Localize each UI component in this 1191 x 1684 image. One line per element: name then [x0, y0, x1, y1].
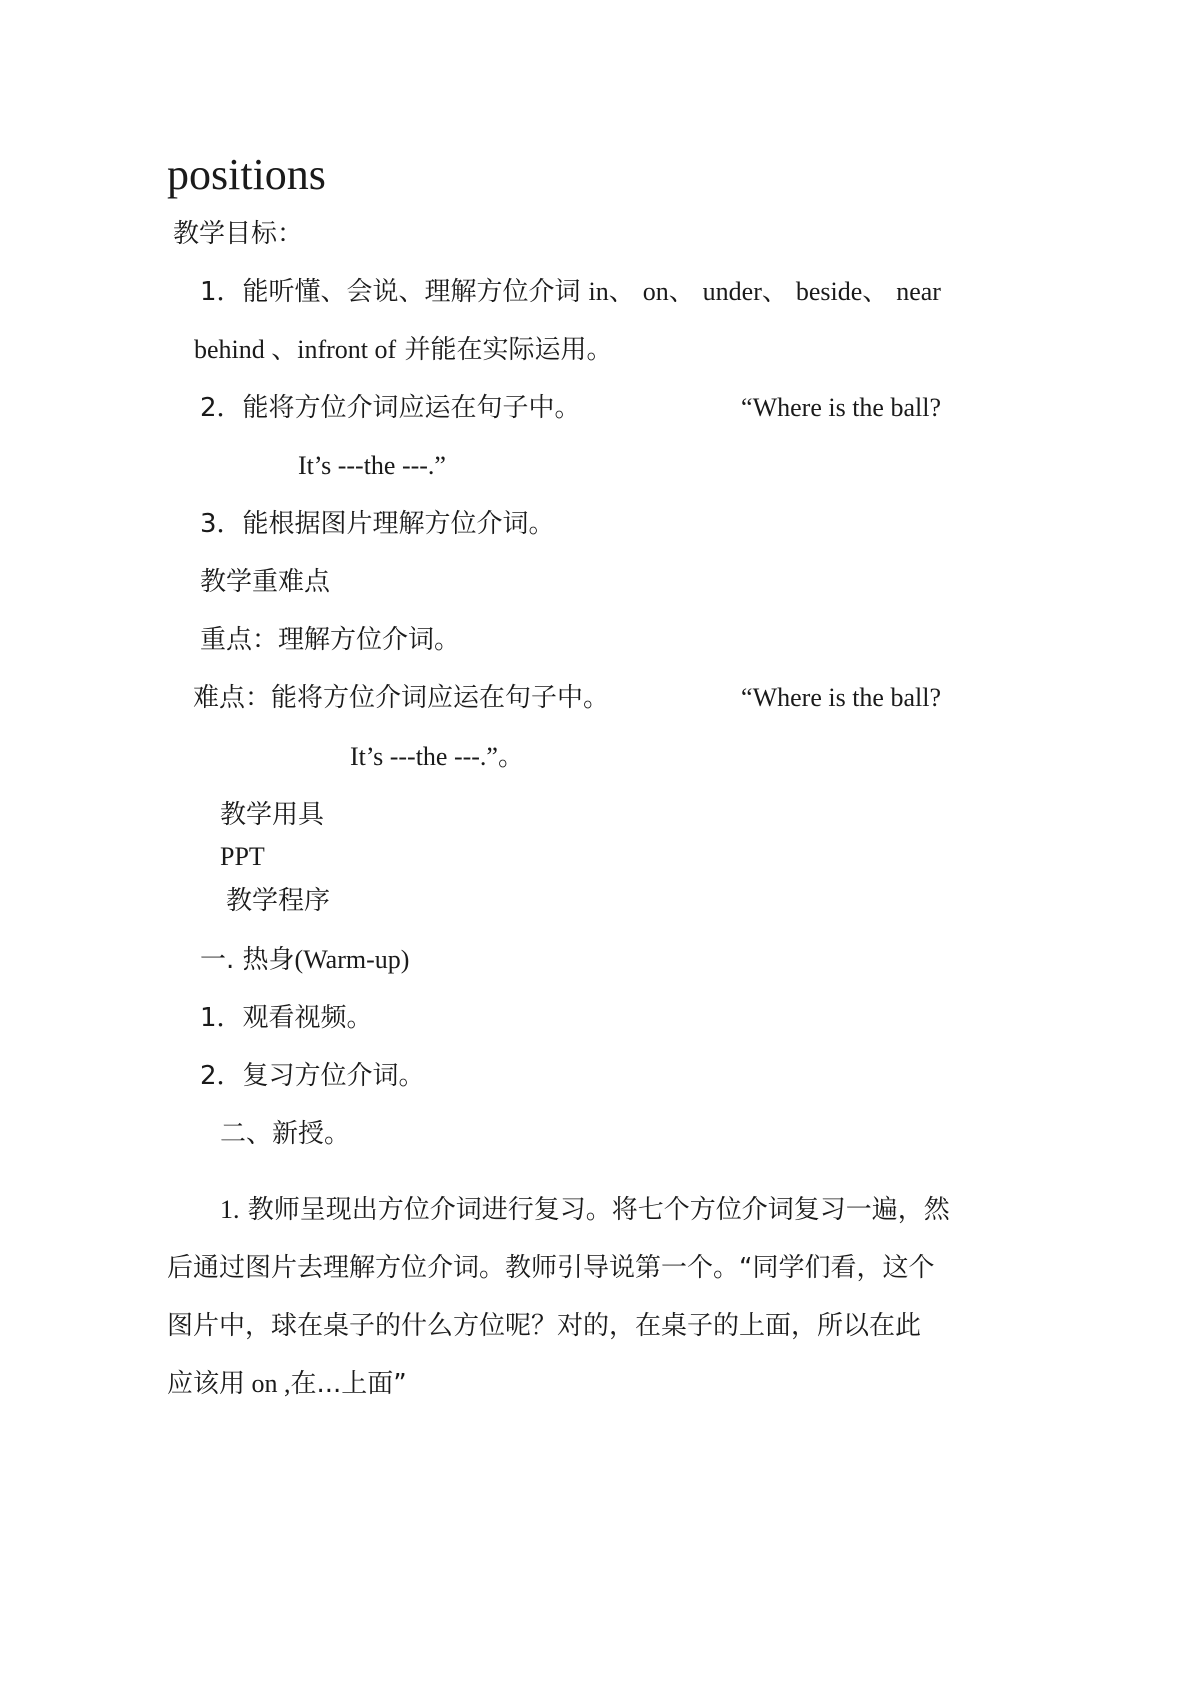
new-lesson-heading: 二、新授。 [220, 1119, 351, 1149]
warmup-step-1: 1．观看视频。 [200, 1003, 373, 1033]
paragraph-line-1 [220, 1193, 950, 1227]
objectives-heading: 教学目标： [173, 219, 304, 249]
hard-point-line-2 [350, 740, 524, 774]
page-title: positions [167, 150, 326, 199]
warmup-label: 一. 热身 [200, 945, 295, 975]
objective-2-text: 2．能将方位介词应运在句子中。 [200, 393, 581, 423]
objective-1-line-1 [200, 275, 941, 309]
objective-2-line-1 [200, 391, 941, 425]
paragraph-line-4 [167, 1367, 407, 1401]
hard-point-text: 难点：能将方位介词应运在句子中。 [193, 683, 610, 713]
key-point: 重点：理解方位介词。 [200, 625, 461, 655]
hard-point-quote: “Where is the ball? [741, 683, 941, 712]
preposition-in: in、 [588, 277, 635, 306]
paragraph-line-4-end: 在...上面” [290, 1369, 407, 1399]
hard-point-line-1 [193, 681, 941, 715]
objective-1-text: 1．能听懂、会说、理解方位介词 [200, 277, 581, 307]
tools-value: PPT [220, 842, 265, 871]
hard-point-period: 。 [497, 742, 524, 772]
warmup-english: (Warm-up) [294, 945, 410, 974]
objective-1-prepositions: behind 、infront of [194, 335, 397, 364]
paragraph-line-1-text: 教师呈现出方位介词进行复习。将七个方位介词复习一遍，然 [247, 1195, 950, 1225]
warmup-step-2: 2．复习方位介词。 [200, 1061, 425, 1091]
tools-heading: 教学用具 [220, 800, 325, 830]
preposition-near: near [896, 277, 941, 306]
objective-2-line-2: It’s ---the ---.” [298, 451, 446, 480]
objective-1-line-2 [194, 333, 612, 367]
preposition-beside: beside、 [795, 277, 889, 306]
preposition-under: under、 [702, 277, 788, 306]
warmup-heading [200, 943, 409, 977]
objective-1-tail: 并能在实际运用。 [404, 335, 613, 365]
objective-2-quote: “Where is the ball? [741, 393, 941, 422]
paragraph-line-4-preposition: on , [245, 1369, 291, 1398]
difficulty-heading: 教学重难点 [200, 567, 331, 597]
paragraph-number: 1. [220, 1195, 240, 1224]
preposition-on: on、 [642, 277, 695, 306]
paragraph-line-2: 后通过图片去理解方位介词。教师引导说第一个。“同学们看，这个 [167, 1253, 935, 1283]
paragraph-line-3: 图片中，球在桌子的什么方位呢？对的，在桌子的上面，所以在此 [167, 1311, 922, 1341]
hard-point-sentence: It’s ---the ---.” [350, 742, 498, 771]
paragraph-line-4-start: 应该用 [167, 1369, 246, 1399]
procedure-heading: 教学程序 [226, 886, 331, 916]
objective-3: 3．能根据图片理解方位介词。 [200, 509, 555, 539]
